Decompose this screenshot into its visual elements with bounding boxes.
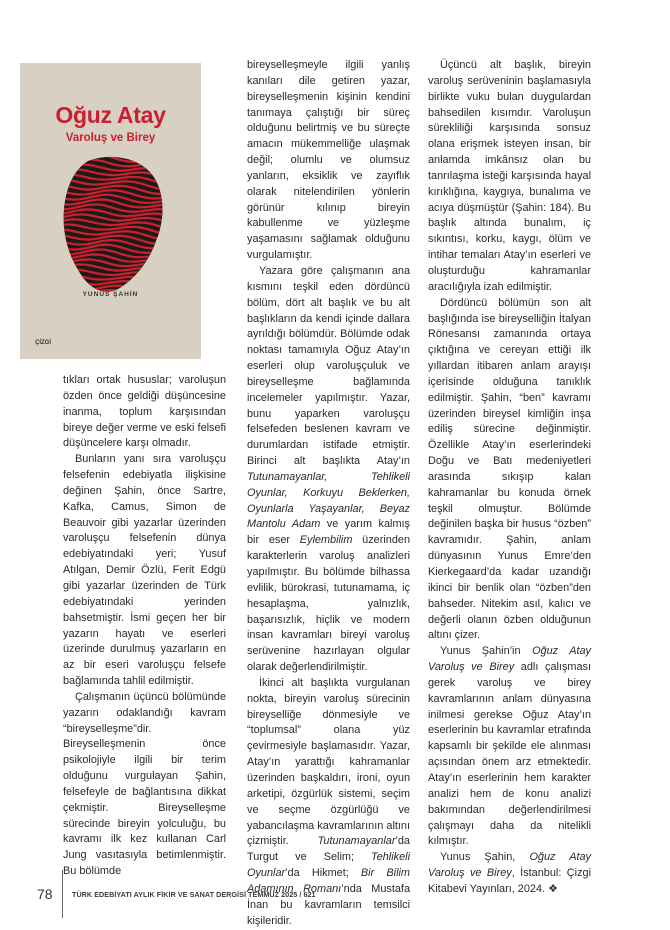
cover-author: YUNUS ŞAHİN	[82, 291, 139, 298]
work-title: Tehlikeli Oyunlar	[247, 851, 410, 880]
cover-subtitle: Varoluş ve Birey	[65, 132, 156, 144]
work-title: Bir Bilim Adamının Romanı	[247, 867, 410, 895]
paragraph: Dördüncü bölümün son alt başlığında ise bireyselliğin İtalyan Rönesansı zamanında ortaya çıktığına ve cereyan ettiği ilk yıllardan itibaren anlam arayışı içerisinde olduğuna tanıklık edilmiştir. Şahin, “ben” kavramı üzerinden bireysel kimliğin inşa ediliş sürecine değinmiştir. Özellikle Atay’ın eserlerindeki Doğu ve Batı medeniyetleri arasında sıkışıp kalan kahramanlar bu konuda örnek teşkil olmuştur. Bölümde değinilen başka bir husus “özben” kavramıdır. Şahin, anlam dünyasının Yunus Emre’den Kierkegaard’da kadar uzandığı ikinci bir benlik olan “özben”den bahseder. Nitekim asıl, kalıcı ve değerli olanın özben olduğunun altını çizer.	[428, 296, 591, 642]
journal-footer: TÜRK EDEBİYATI AYLIK FİKİR VE SANAT DERGİSİ TEMMUZ 2025 / 621	[72, 890, 316, 899]
paragraph: Çalışmanın üçüncü bölümünde yazarın odaklandığı kavram “bireyselleşme”dir. Bireyselleşmenin önce psikolojiyle ilgili bir terim olduğunu vurgulayan Şahin, felsefeyle de bağlantısına dikkat çekmiştir. Bireyselleşme sürecinde bireyin yolculuğu, bu kavramı ilk kez kullanan Carl Jung vasıtasıyla betimlenmiştir. Bu bölümde	[63, 690, 226, 878]
work-title: Eylembilim	[299, 534, 353, 547]
paragraph: tıkları ortak hususlar; varoluşun özden önce geldiği düşüncesine inanma, toplum karşısından bireye değer verme ve eski felsefi düşüncelere karşı olmadır.	[63, 374, 226, 450]
page-number: 78	[37, 886, 53, 902]
footer-divider	[62, 870, 63, 918]
text-column-3	[428, 58, 591, 898]
paragraph: bireyselleşmeyle ilgili yanlış kanıları dile getiren yazar, bireyselleşmenin kişinin kendini tanımaya çalıştığı bir süreç olduğunu belirtmiş ve bu süreçte amacın mükemmelliğe ulaşmak değil; olumlu ve olumsuz yanların, eksiklik ve zayıflık olarak nitelendirilen yönlerin görünür kılınıp bireyin kabullenme ve yüzleşme yaşamasını sağlamak olduğunu vurgulamıştır.	[247, 59, 410, 262]
paragraph: Bunların yanı sıra varoluşçu felsefenin edebiyatla ilişkisine değinen Şahin, önce Sartre, Kafka, Camus, Simon de Beauvoir gibi yazarlar üzerinden varoluşçu felsefenin dünya edebiyatındaki yeri; Yusuf Atılgan, Demir Özlü, Ferit Edgü gibi yazarlar üzerinden de Türk edebiyatındaki yerinden bahsetmiştir. İsmi geçen her bir yazarın hayatı ve eserleri üzerinde durulmuş yazarların en az bir eseri varoluşçu felsefe bağlamında tahlil edilmiştir.	[63, 453, 226, 688]
text-column-2	[247, 58, 410, 929]
work-title: Tutunamayanlar	[317, 835, 396, 848]
paragraph: Yunus Şahin’in Oğuz Atay Varoluş ve Birey adlı çalışması gerek varoluş ve birey kavramlarının anlam dünyasına inilmesi gerekse Oğuz Atay’ın eserlerinin bu kavramlar etrafında kapsamlı bir şekilde ele alınması açısından önem arz etmektedir. Atay’ın eserlerinin hem karakter analizi hem de konu analizi bakımından değerlendirilmesi çalışmayı daha da nitelikli kılmıştır.	[428, 645, 591, 848]
work-title: Tutunamayanlar, Tehlikeli Oyunlar, Korkuyu Beklerken, Oyunlarla Yaşayanlar, Beyaz Mantolu Adam	[247, 470, 410, 531]
cover-title: Oğuz Atay	[55, 102, 166, 128]
text-column-1	[63, 373, 226, 880]
book-reference: Yunus Şahin, Oğuz Atay Varoluş ve Birey, İstanbul: Çizgi Kitabevi Yayınları, 2024. ❖	[428, 851, 591, 895]
paragraph: Yazara göre çalışmanın ana kısmını teşkil eden dördüncü bölüm, dört alt başlık ve bu alt başlıkların da kendi içinde dallara ayrıldığı bölümdür. Bölümde odak noktası tamamıyla Oğuz Atay’ın eserleri olup varoluşçuluk ve bireyselleşme bağlamında incelemeler yapılmıştır. Yazar, bunu yaparken varoluşçu felsefeden beslenen kavram ve durumlardan istifade etmiştir. Birinci alt başlıkta Atay’ın Tutunamayanlar, Tehlikeli Oyunlar, Korkuyu Beklerken, Oyunlarla Yaşayanlar, Beyaz Mantolu Adam ve yarım kalmış bir eser Eylembilim üzerinden karakterlerin varoluş analizleri yapılmıştır. Bu bölümde bilhassa evlilik, bürokrasi, tutunamama, iç hesaplaşma, yalnızlık, başarısızlık, hiçlik ve modern insan kavramları bireyi varoluş serüvenine hazırlayan olgular olarak değerlendirilmiştir.	[247, 264, 411, 674]
cover-publisher-logo: ÇİZGİ	[35, 340, 51, 346]
work-title: Oğuz Atay Varoluş ve Birey	[428, 851, 591, 880]
book-cover	[20, 63, 201, 359]
work-title: Oğuz Atay Varoluş ve Birey	[428, 645, 591, 674]
cover-portrait-illustration	[44, 153, 178, 298]
paragraph: Üçüncü alt başlık, bireyin varoluş serüveninin başlamasıyla birlikte vuku bulan duygulardan bahsedilen kısımdır. Varoluşun sürekliliği karşısında sonsuz olana erişmek isteyen insan, bir anlamda imkânsız olan bu tanrılaşma isteği karşısında hayal kırıklığına, kaygıya, bunalıma ve acıya düşmüştür (Şahin: 184). Bu başlık altında bunalım, iç sıkıntısı, korku, kaygı, ölüm ve intihar temaları Atay’ın eserleri ve oluşturduğu kahramanlar aracılığıyla izah edilmiştir.	[428, 59, 591, 293]
paragraph: İkinci alt başlıkta vurgulanan nokta, bireyin varoluş sürecinin bireyselliğe dönmesiyle ve “toplumsal” olana yüz çevirmesiyle başlamasıdır. Yazar, Atay’ın yarattığı kahramanlar üzerinden başkaldırı, ironi, oyun arketipi, özgürlük sistemi, seçim ve seçme özgürlüğü ve yabancılaşma kavramlarının altını çizmiştir. Tutunamayanlar’da Turgut ve Selim; Tehlikeli Oyunlar’da Hikmet; Bir Bilim Adamının Romanı’nda Mustafa İnan bu kavramların temsilci kişileridir.	[247, 676, 411, 927]
